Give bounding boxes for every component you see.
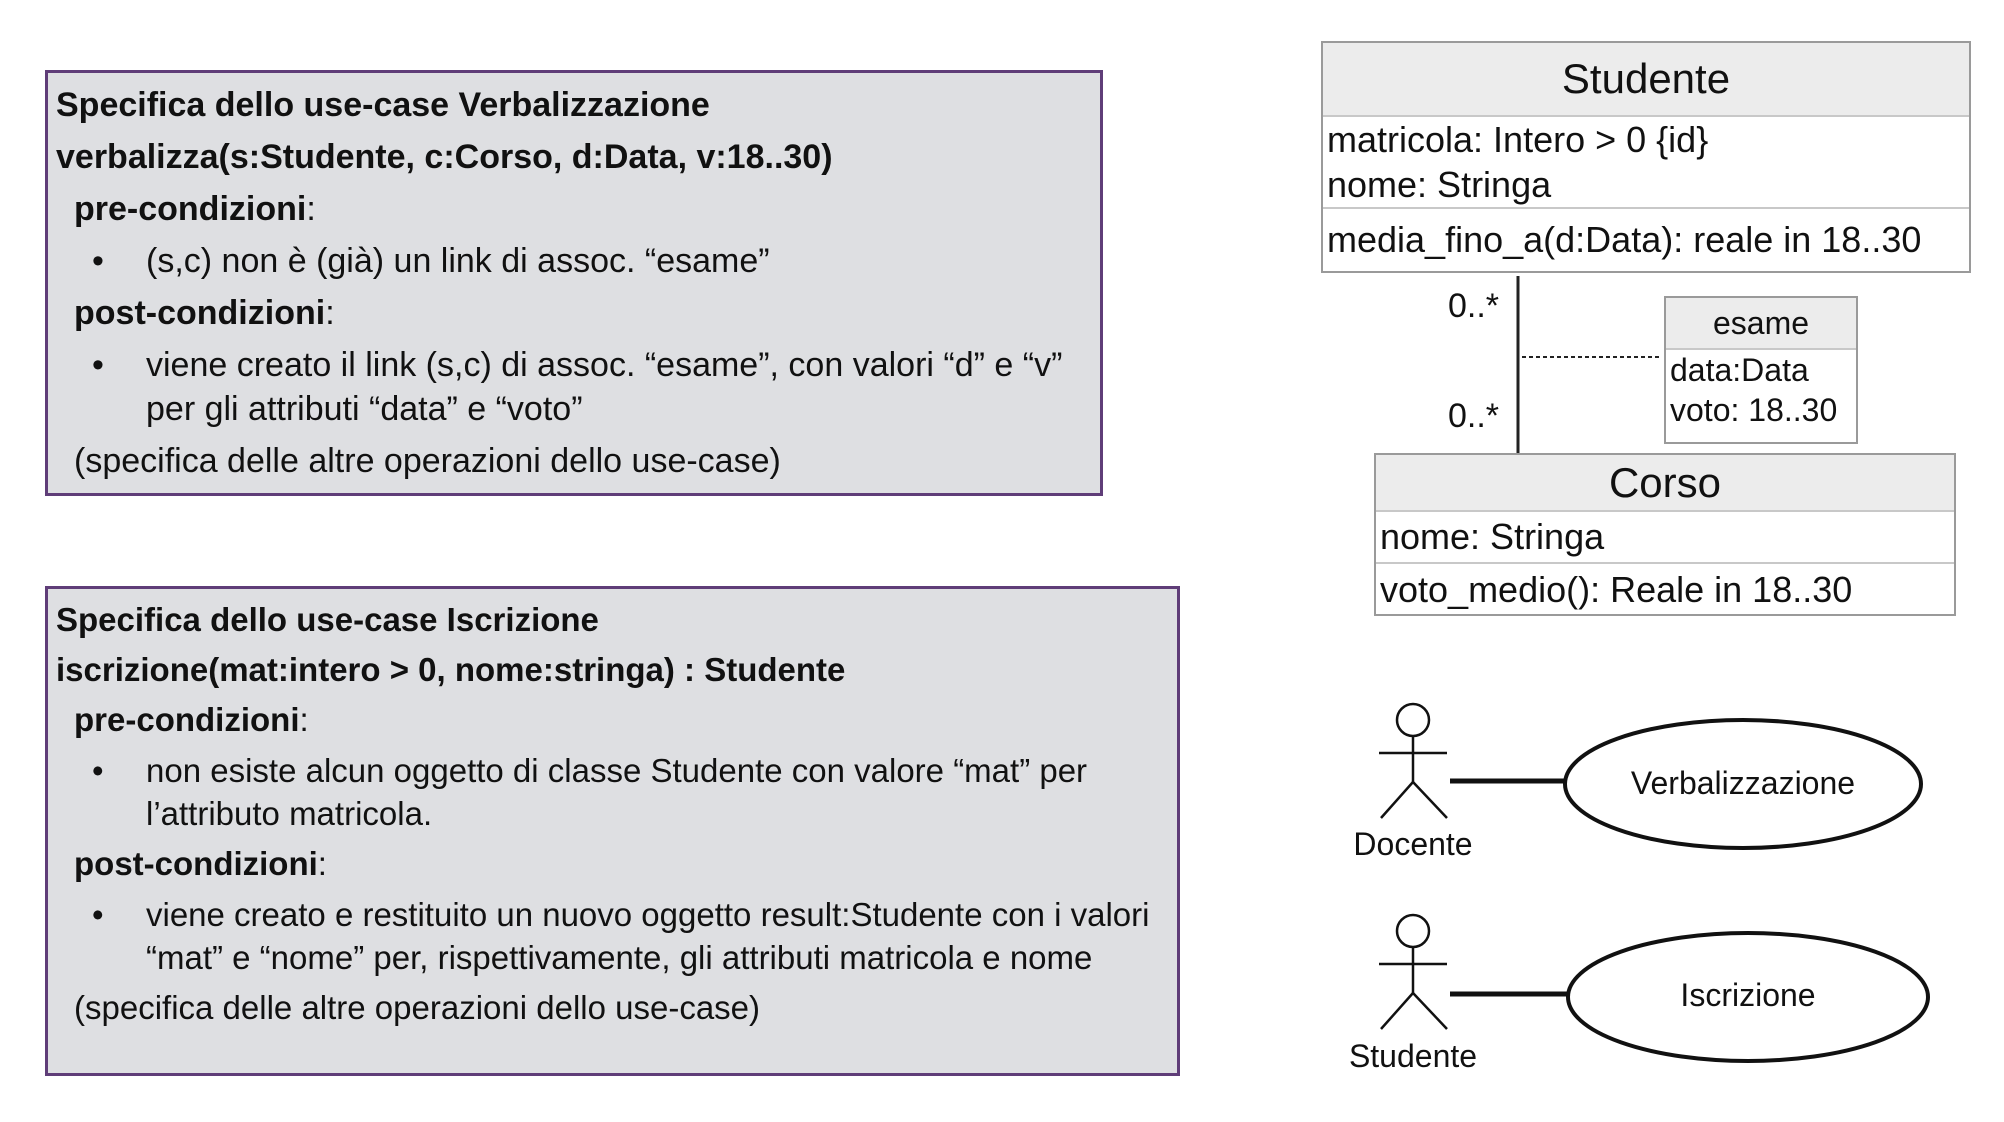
class-attributes xyxy=(1666,350,1856,430)
pre-conditions-heading: pre-condizioni: xyxy=(74,701,309,738)
attribute: data:Data xyxy=(1670,352,1809,388)
actor-studente-label: Studente xyxy=(1348,1038,1478,1074)
attribute: nome: Stringa xyxy=(1380,516,1605,557)
post-condition-text: viene creato il link (s,c) di assoc. “esame”, con valori “d” e “v” per gli attributi “data” e “voto” xyxy=(146,346,1063,428)
class-attributes xyxy=(1323,117,1969,209)
attribute: matricola: Intero > 0 {id} xyxy=(1327,119,1709,160)
usecase-verbalizzazione-label: Verbalizzazione xyxy=(1630,765,1856,801)
actor-docente-label: Docente xyxy=(1353,826,1473,862)
class-studente xyxy=(1321,41,1971,273)
operation: voto_medio(): Reale in 18..30 xyxy=(1380,569,1853,610)
post-conditions-label: post-condizioni xyxy=(74,294,326,332)
post-condition-text: viene creato e restituito un nuovo oggetto result:Studente con i valori “mat” e “nome” per, rispettivamente, gli attributi matricola e nome xyxy=(146,896,1150,976)
class-corso xyxy=(1374,453,1956,616)
bullet-icon: • xyxy=(92,242,104,280)
multiplicity-bottom: 0..* xyxy=(1448,397,1500,435)
class-operations xyxy=(1376,564,1954,616)
pre-condition-text: non esiste alcun oggetto di classe Studente con valore “mat” per l’attributo matricola. xyxy=(146,752,1088,832)
attribute: nome: Stringa xyxy=(1327,164,1552,205)
post-conditions-heading: post-condizioni: xyxy=(74,845,327,882)
spec-title: Specifica dello use-case Verbalizzazione xyxy=(56,86,710,124)
bullet-icon: • xyxy=(92,752,104,789)
class-attributes xyxy=(1376,512,1954,564)
spec-title: Specifica dello use-case Iscrizione xyxy=(56,601,599,638)
bullet-icon: • xyxy=(92,346,104,384)
bullet-icon: • xyxy=(92,896,104,933)
pre-conditions-heading: pre-condizioni: xyxy=(74,190,316,228)
spec-signature: verbalizza(s:Studente, c:Corso, d:Data, v:18..30) xyxy=(56,138,833,176)
spec-signature: iscrizione(mat:intero > 0, nome:stringa) : Studente xyxy=(56,651,846,688)
pre-conditions-label: pre-condizioni xyxy=(74,190,307,228)
class-esame xyxy=(1664,296,1858,444)
attribute: voto: 18..30 xyxy=(1670,392,1838,428)
usecase-iscrizione-label: Iscrizione xyxy=(1680,977,1816,1013)
operation: media_fino_a(d:Data): reale in 18..30 xyxy=(1327,219,1922,260)
multiplicity-top: 0..* xyxy=(1448,287,1500,325)
class-name: Studente xyxy=(1323,43,1969,117)
pre-condition-text: (s,c) non è (già) un link di assoc. “esame” xyxy=(146,242,770,280)
actor-docente-icon xyxy=(1379,704,1447,818)
post-conditions-label: post-condizioni xyxy=(74,845,318,882)
spec-footer: (specifica delle altre operazioni dello use-case) xyxy=(74,442,781,480)
post-conditions-heading: post-condizioni: xyxy=(74,294,335,332)
class-name: Corso xyxy=(1376,455,1954,512)
actor-studente-icon xyxy=(1379,915,1447,1029)
class-name: esame xyxy=(1666,298,1856,350)
pre-conditions-label: pre-condizioni xyxy=(74,701,300,738)
class-operations xyxy=(1323,209,1969,271)
spec-footer: (specifica delle altre operazioni dello use-case) xyxy=(74,989,761,1026)
